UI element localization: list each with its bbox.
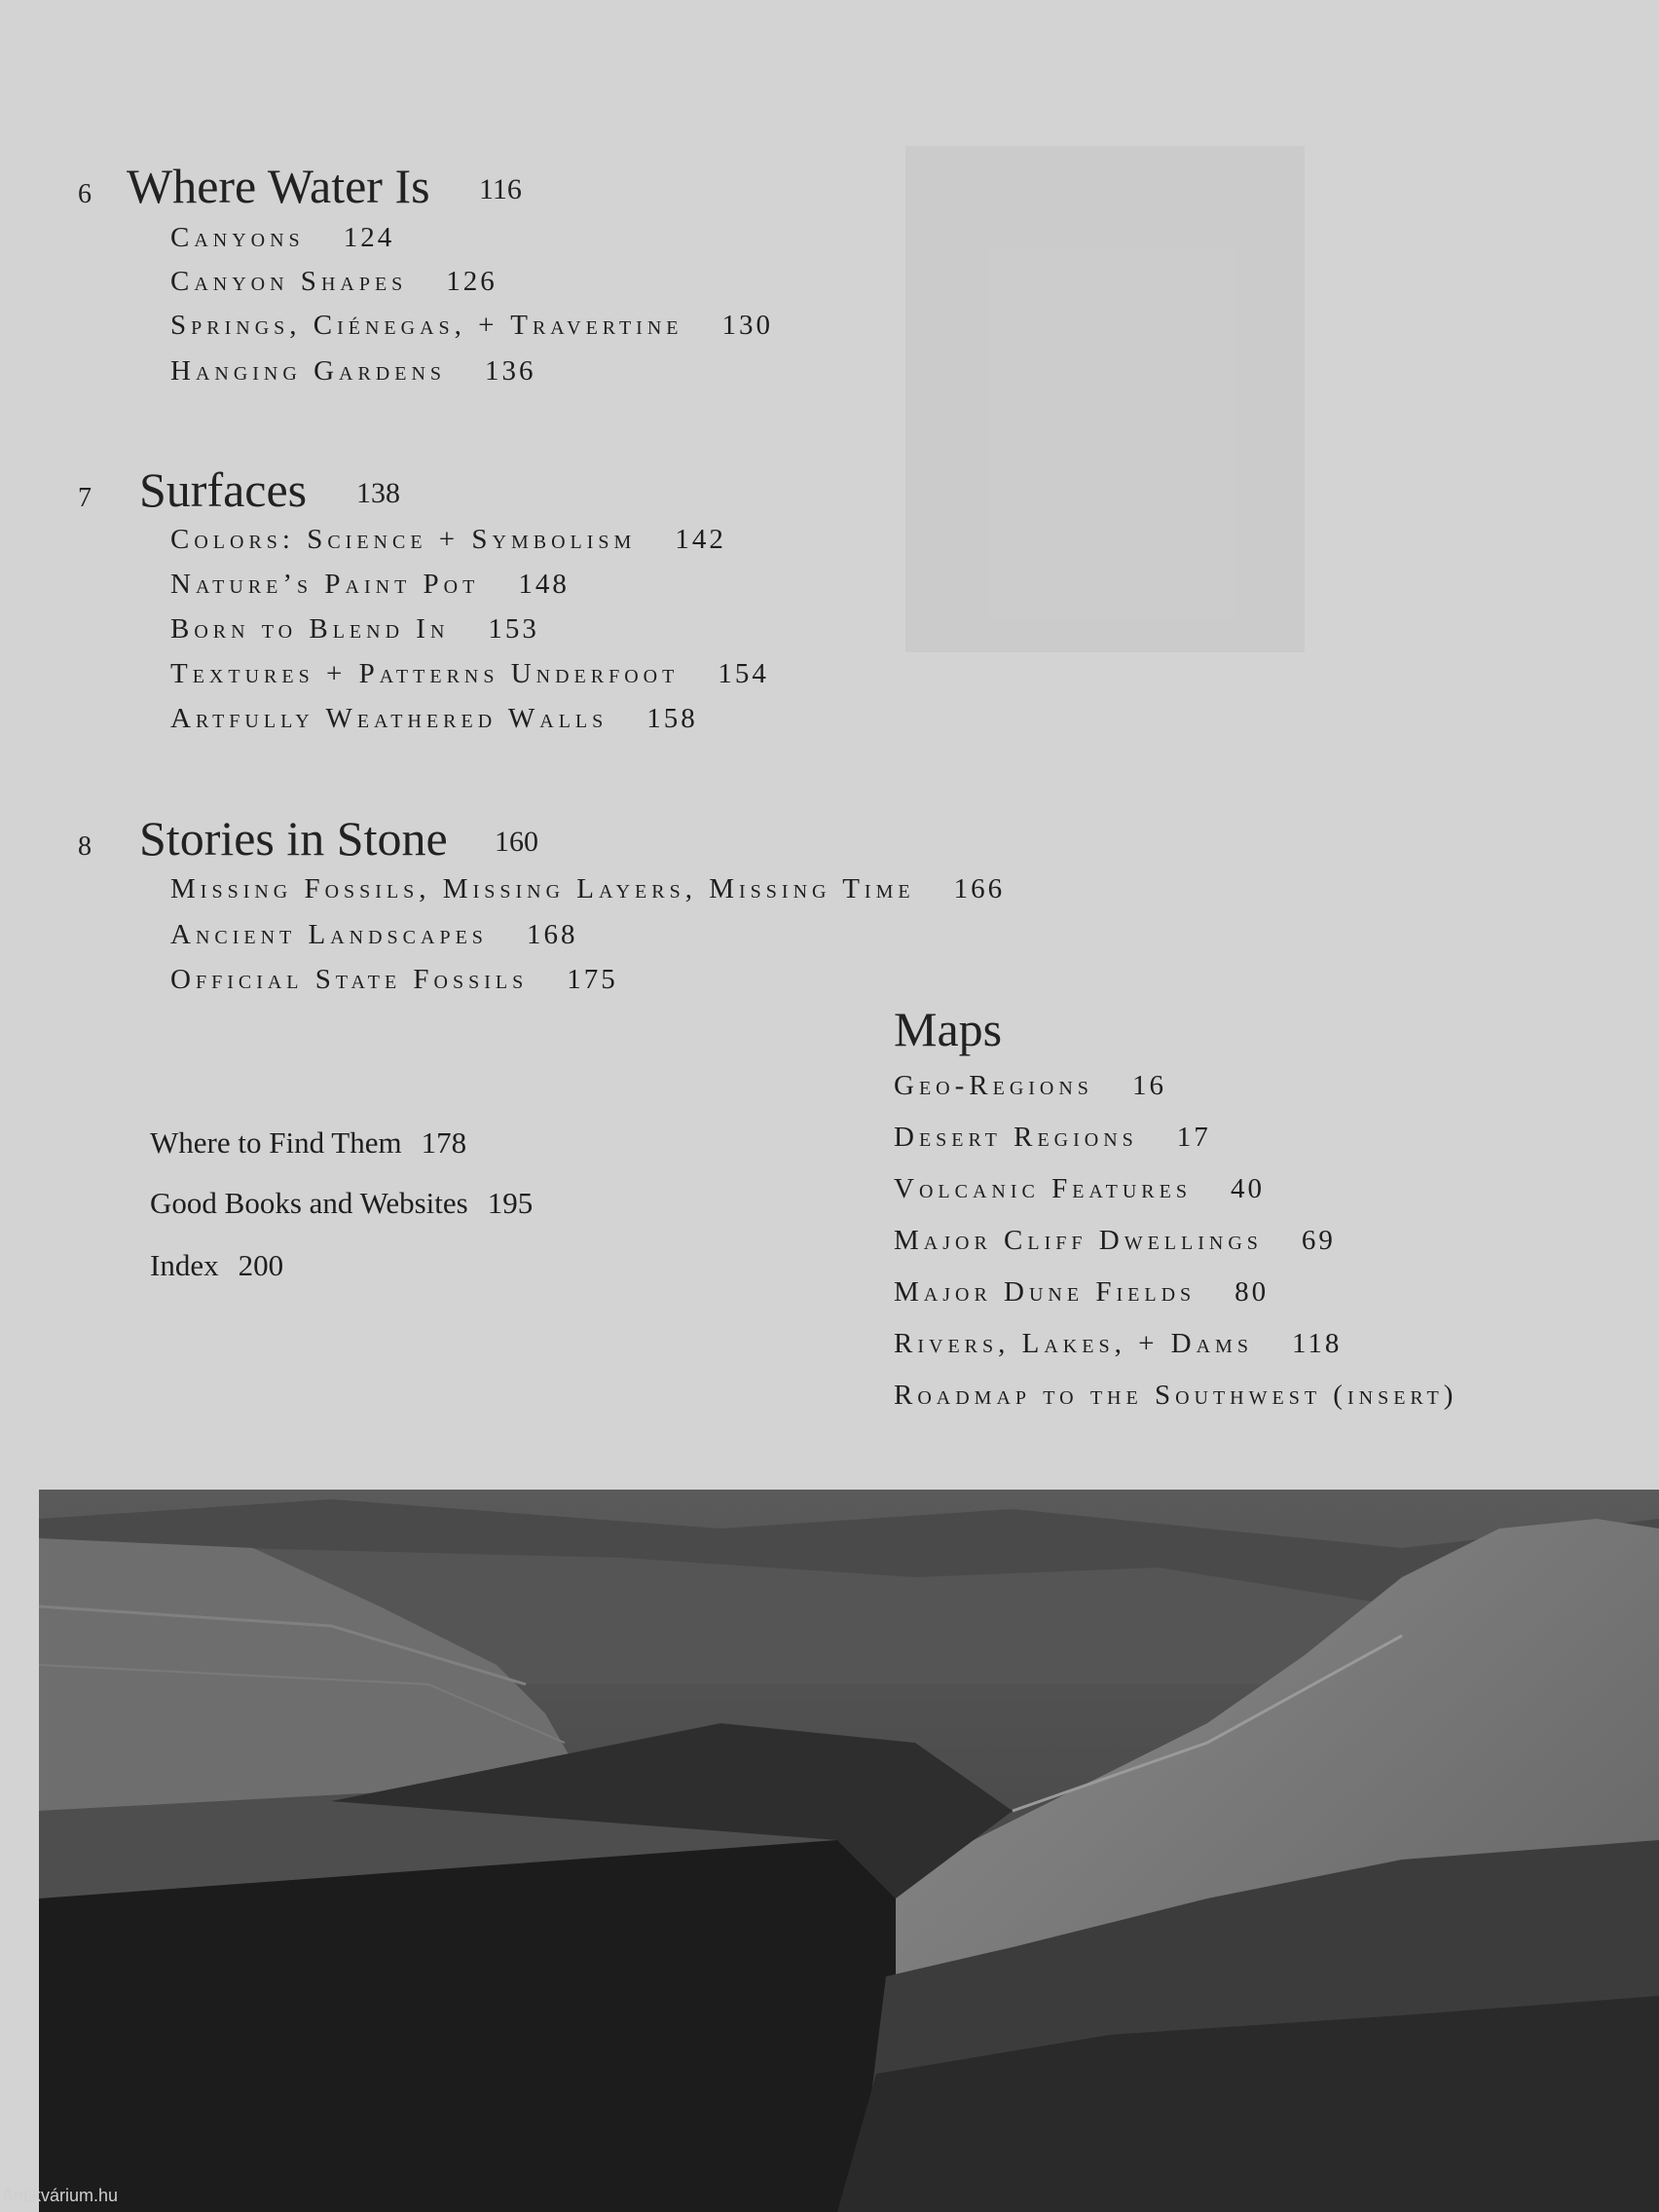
chapter-6-title[interactable]: Where Water Is xyxy=(127,159,430,213)
back-matter-page: 195 xyxy=(487,1186,534,1220)
toc-entry-page: 126 xyxy=(446,266,498,297)
toc-entry[interactable] xyxy=(170,524,726,556)
map-entry[interactable] xyxy=(894,1173,1265,1205)
toc-entry-page: 166 xyxy=(953,873,1006,904)
toc-entry-label: Missing Fossils, Missing Layers, Missing Time xyxy=(170,873,915,904)
toc-entry[interactable] xyxy=(170,613,539,645)
chapter-8-number: 8 xyxy=(78,831,92,862)
toc-entry[interactable] xyxy=(170,658,769,690)
toc-entry-page: 130 xyxy=(721,310,773,341)
map-entry-label: Desert Regions xyxy=(894,1122,1138,1153)
toc-entry-label: Born to Blend In xyxy=(170,613,450,645)
toc-entry-page: 154 xyxy=(718,658,769,689)
map-entry[interactable] xyxy=(894,1122,1211,1154)
toc-entry-label: Canyon Shapes xyxy=(170,266,408,297)
map-entry[interactable] xyxy=(894,1070,1166,1102)
toc-entry-label: Nature’s Paint Pot xyxy=(170,569,480,600)
toc-entry-page: 148 xyxy=(518,569,570,600)
map-entry-label: Roadmap to the Southwest (insert) xyxy=(894,1380,1458,1411)
back-matter-entry[interactable] xyxy=(150,1125,466,1161)
map-entry-label: Rivers, Lakes, + Dams xyxy=(894,1328,1253,1359)
toc-entry[interactable] xyxy=(170,569,570,601)
toc-entry[interactable] xyxy=(170,964,618,996)
toc-entry-label: Artfully Weathered Walls xyxy=(170,703,608,734)
chapter-7-page: 138 xyxy=(356,477,400,509)
bleed-through-block xyxy=(905,146,1305,652)
back-matter-label: Index xyxy=(150,1248,219,1282)
map-entry-page: 80 xyxy=(1235,1276,1270,1308)
back-matter-page: 200 xyxy=(238,1248,284,1282)
canyon-photograph xyxy=(39,1490,1659,2212)
toc-entry-page: 153 xyxy=(488,613,539,645)
map-entry-page: 118 xyxy=(1291,1328,1343,1359)
chapter-8-title[interactable]: Stories in Stone xyxy=(139,811,448,866)
map-entry-page: 17 xyxy=(1176,1122,1211,1153)
chapter-6-number: 6 xyxy=(78,179,92,209)
map-entry-page: 40 xyxy=(1231,1173,1265,1204)
back-matter-page: 178 xyxy=(421,1125,467,1160)
toc-entry[interactable] xyxy=(170,266,498,298)
map-entry[interactable] xyxy=(894,1328,1342,1360)
map-entry-label: Volcanic Features xyxy=(894,1173,1192,1204)
map-entry-label: Geo-Regions xyxy=(894,1070,1093,1101)
toc-entry[interactable] xyxy=(170,310,773,342)
toc-entry-label: Official State Fossils xyxy=(170,964,529,995)
map-entry-page: 16 xyxy=(1131,1070,1166,1101)
back-matter-entry[interactable] xyxy=(150,1248,283,1283)
toc-entry-label: Ancient Landscapes xyxy=(170,919,488,950)
toc-entry-page: 142 xyxy=(675,524,726,555)
toc-entry[interactable] xyxy=(170,919,577,951)
toc-entry-page: 168 xyxy=(526,919,578,950)
chapter-7-number: 7 xyxy=(78,483,92,513)
back-matter-entry[interactable] xyxy=(150,1186,533,1221)
canyon-photo-illustration xyxy=(39,1490,1659,2212)
map-entry-label: Major Dune Fields xyxy=(894,1276,1197,1308)
watermark: Antikvárium.hu xyxy=(2,2186,119,2205)
chapter-7-title[interactable]: Surfaces xyxy=(139,462,308,517)
toc-entry-label: Hanging Gardens xyxy=(170,355,447,387)
map-entry[interactable] xyxy=(894,1380,1457,1412)
toc-entry-label: Canyons xyxy=(170,222,305,253)
back-matter-label: Good Books and Websites xyxy=(150,1186,468,1220)
toc-entry-page: 158 xyxy=(646,703,698,734)
toc-entry[interactable] xyxy=(170,873,1005,905)
map-entry-label: Major Cliff Dwellings xyxy=(894,1225,1263,1256)
maps-heading: Maps xyxy=(894,1002,1003,1056)
toc-entry-page: 124 xyxy=(343,222,395,253)
toc-entry-page: 136 xyxy=(485,355,536,387)
chapter-6-page: 116 xyxy=(479,173,522,205)
toc-entry-label: Colors: Science + Symbolism xyxy=(170,524,637,555)
map-entry-page: 69 xyxy=(1301,1225,1336,1256)
toc-entry-label: Springs, Ciénegas, + Travertine xyxy=(170,310,683,341)
toc-entry-page: 175 xyxy=(567,964,618,995)
map-entry[interactable] xyxy=(894,1276,1269,1309)
back-matter-label: Where to Find Them xyxy=(150,1125,402,1160)
map-entry[interactable] xyxy=(894,1225,1336,1257)
chapter-8-page: 160 xyxy=(495,826,538,858)
toc-entry-label: Textures + Patterns Underfoot xyxy=(170,658,680,689)
toc-entry[interactable] xyxy=(170,222,394,254)
toc-entry[interactable] xyxy=(170,355,536,387)
toc-entry[interactable] xyxy=(170,703,698,735)
